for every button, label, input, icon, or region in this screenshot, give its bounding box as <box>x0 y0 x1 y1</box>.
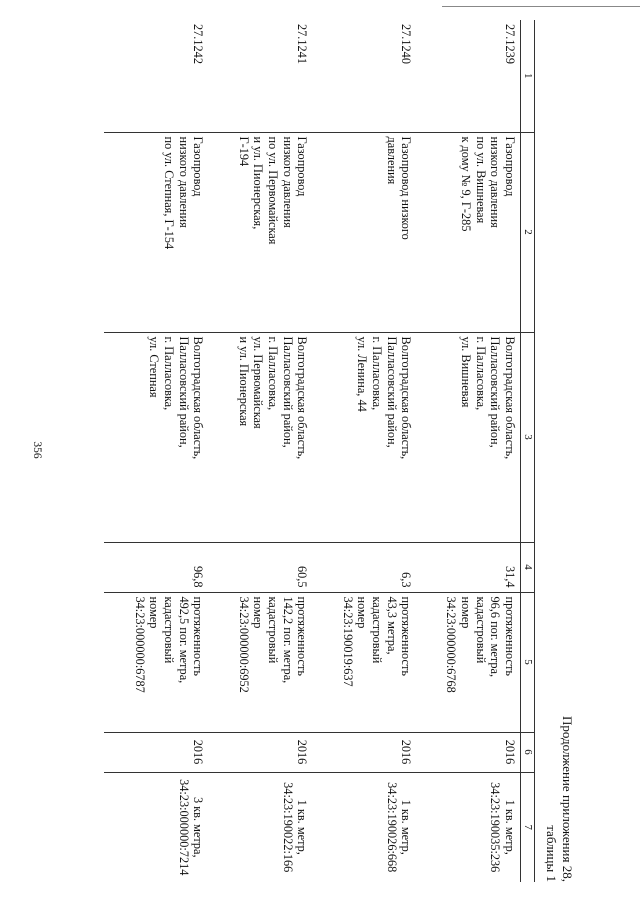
object-name-cell <box>313 132 417 332</box>
object-address-line: ул. Степная <box>147 336 162 398</box>
object-value: 31,4 <box>503 565 517 588</box>
object-characteristics-line: 34:23:190019:637 <box>340 596 355 687</box>
object-name-line: к дому № 9, Г-285 <box>458 136 473 232</box>
object-year-cell <box>105 732 209 772</box>
object-characteristics-cell <box>313 592 417 732</box>
object-year: 2016 <box>191 739 206 765</box>
object-characteristics-line: номер <box>458 596 473 629</box>
object-name-line: Газопровод низкого <box>399 136 414 240</box>
object-name-line: и ул. Пионерская, <box>251 136 266 230</box>
object-address-line: г. Палласовка, <box>162 336 177 411</box>
object-address-line: Волгоградская область, <box>191 336 206 460</box>
land-plot-line: 1 кв. метр, <box>503 799 517 855</box>
header-cell: 3 <box>521 332 535 542</box>
object-characteristics-line: кадастровый <box>266 596 281 664</box>
land-plot-line: 34:23:190026:668 <box>384 782 399 873</box>
object-name-line: по ул. Первомайская <box>266 136 281 245</box>
object-year-cell <box>417 732 521 772</box>
object-value: 60,5 <box>295 565 310 588</box>
object-address-line: Волгоградская область, <box>399 336 414 460</box>
land-plot-cell <box>417 772 521 882</box>
row-number: 27.1241 <box>295 24 310 64</box>
object-characteristics-cell <box>209 592 313 732</box>
object-characteristics-line: протяженность <box>295 596 310 676</box>
page-number: 356 <box>31 441 43 459</box>
object-year: 2016 <box>503 739 517 765</box>
object-name-line: низкого давления <box>488 136 503 228</box>
object-address-line: и ул. Пионерская <box>236 336 251 427</box>
object-address-line: Палласовский район, <box>280 336 295 448</box>
object-characteristics-line: 34:23:000000:6768 <box>444 596 459 693</box>
land-plot-cell <box>313 772 417 882</box>
row-number: 27.1239 <box>503 24 517 64</box>
object-address-line: ул. Первомайская <box>251 336 266 429</box>
object-address-cell <box>105 332 209 542</box>
object-year: 2016 <box>295 739 310 765</box>
object-characteristics-line: 142,2 пог. метра, <box>280 596 295 684</box>
row-number-cell <box>313 20 417 132</box>
object-name-line: Газопровод <box>191 136 206 197</box>
land-plot-line: 1 кв. метр, <box>295 799 310 855</box>
object-characteristics-cell <box>105 592 209 732</box>
object-address-line: Волгоградская область, <box>295 336 310 460</box>
object-characteristics-line: кадастровый <box>370 596 385 664</box>
object-address-line: Палласовский район, <box>488 336 503 448</box>
object-address-line: Палласовский район, <box>384 336 399 448</box>
land-plot-line: 3 кв. метра, <box>191 796 206 858</box>
object-address-line: г. Палласовка, <box>266 336 281 411</box>
header-cell: 5 <box>521 592 535 732</box>
row-number-cell <box>417 20 521 132</box>
land-plot-line: 34:23:000000:7214 <box>176 779 191 876</box>
object-address-line: Палласовский район, <box>176 336 191 448</box>
object-name-cell <box>209 132 313 332</box>
object-name-line: Газопровод <box>295 136 310 197</box>
header-cell: 7 <box>521 772 535 882</box>
header-row <box>521 20 535 882</box>
object-name-line: по ул. Степная, Г-154 <box>162 136 177 250</box>
object-name-line: давления <box>384 136 399 185</box>
top-rule <box>442 6 640 7</box>
object-characteristics-line: 96,6 пог. метра, <box>488 596 503 678</box>
object-characteristics-cell <box>417 592 521 732</box>
object-characteristics-line: 34:23:000000:6787 <box>132 596 147 693</box>
continuation-line-2: таблицы 1 <box>544 825 559 882</box>
property-table <box>105 20 536 882</box>
object-characteristics-line: протяженность <box>503 596 517 676</box>
object-name-line: по ул. Вишневая <box>473 136 488 224</box>
object-address-line: г. Палласовка, <box>370 336 385 411</box>
object-characteristics-line: 43,3 метра, <box>384 596 399 655</box>
object-value-cell <box>313 542 417 592</box>
continuation-caption <box>543 20 575 882</box>
table-row <box>105 20 209 882</box>
land-plot-cell <box>105 772 209 882</box>
header-cell: 6 <box>521 732 535 772</box>
row-number-cell <box>209 20 313 132</box>
object-characteristics-line: кадастровый <box>473 596 488 664</box>
row-number-cell <box>105 20 209 132</box>
object-name-line: низкого давления <box>280 136 295 228</box>
object-name-cell <box>105 132 209 332</box>
object-value-cell <box>417 542 521 592</box>
object-characteristics-line: 492,5 пог. метра, <box>176 596 191 684</box>
table-row <box>313 20 417 882</box>
object-address-line: Волгоградская область, <box>503 336 517 460</box>
object-year-cell <box>313 732 417 772</box>
object-year: 2016 <box>399 739 414 765</box>
object-name-line: низкого давления <box>176 136 191 228</box>
object-address-cell <box>417 332 521 542</box>
object-name-line: Газопровод <box>503 136 517 197</box>
object-characteristics-line: кадастровый <box>162 596 177 664</box>
object-characteristics-line: протяженность <box>191 596 206 676</box>
object-characteristics-line: 34:23:000000:6952 <box>236 596 251 693</box>
object-name-line: Г-194 <box>236 136 251 167</box>
object-address-line: ул. Вишневая <box>458 336 473 408</box>
land-plot-line: 34:23:190035:236 <box>488 782 503 873</box>
object-characteristics-line: протяженность <box>399 596 414 676</box>
object-value: 6,3 <box>399 572 414 588</box>
header-cell: 4 <box>521 542 535 592</box>
object-address-cell <box>313 332 417 542</box>
object-address-line: ул. Ленина, 44 <box>355 336 370 412</box>
object-address-cell <box>209 332 313 542</box>
object-address-line: г. Палласовка, <box>473 336 488 411</box>
object-characteristics-line: номер <box>147 596 162 629</box>
land-plot-line: 34:23:190022:166 <box>280 782 295 873</box>
land-plot-line: 1 кв. метр, <box>399 799 414 855</box>
object-name-cell <box>417 132 521 332</box>
object-characteristics-line: номер <box>251 596 266 629</box>
row-number: 27.1240 <box>399 24 414 64</box>
table-row <box>209 20 313 882</box>
rotated-sheet <box>105 20 575 882</box>
object-value-cell <box>105 542 209 592</box>
row-number: 27.1242 <box>191 24 206 64</box>
object-characteristics-line: номер <box>355 596 370 629</box>
table-row <box>417 20 521 882</box>
header-cell: 1 <box>521 20 535 132</box>
continuation-line-1: Продолжение приложения 28, <box>560 715 575 882</box>
object-year-cell <box>209 732 313 772</box>
object-value-cell <box>209 542 313 592</box>
object-value: 96,8 <box>191 565 206 588</box>
header-cell: 2 <box>521 132 535 332</box>
land-plot-cell <box>209 772 313 882</box>
